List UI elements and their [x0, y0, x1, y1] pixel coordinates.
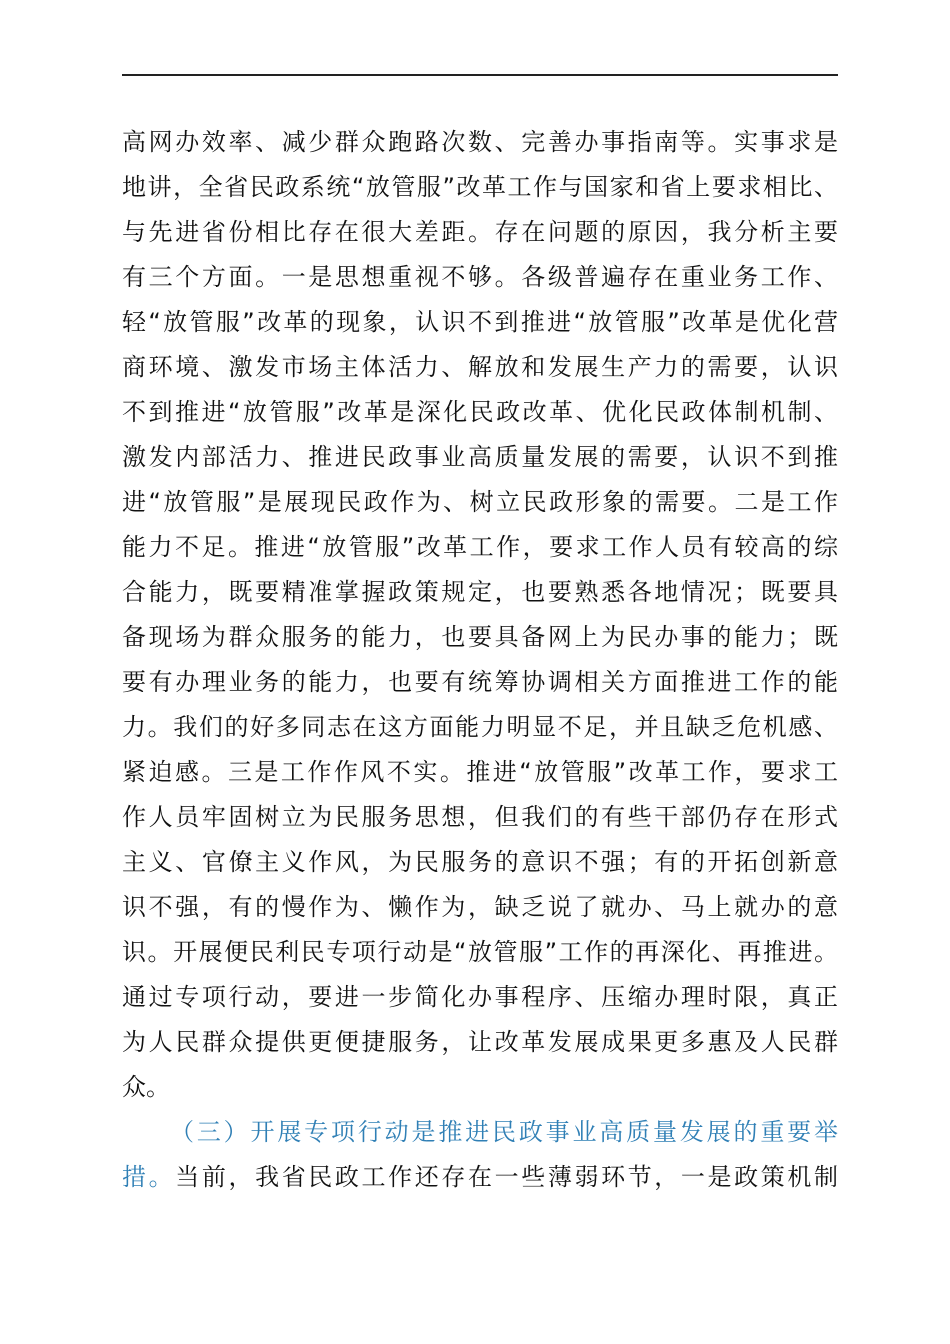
text-line: 紧迫感。三是工作作风不实。推进“放管服”改革工作，要求工: [122, 758, 838, 786]
text-line: 地讲，全省民政系统“放管服”改革工作与国家和省上要求相比、: [122, 173, 838, 201]
text-line: 作人员牢固树立为民服务思想，但我们的有些干部仍存在形式: [122, 803, 838, 831]
text-line: 进“放管服”是展现民政作为、树立民政形象的需要。二是工作: [122, 488, 838, 516]
text-line: 商环境、激发市场主体活力、解放和发展生产力的需要，认识: [122, 353, 838, 381]
text-line: 能力不足。推进“放管服”改革工作，要求工作人员有较高的综: [122, 533, 838, 561]
text-line: 通过专项行动，要进一步简化办事程序、压缩办理时限，真正: [122, 983, 838, 1011]
text-line: 主义、官僚主义作风，为民服务的意识不强；有的开拓创新意: [122, 848, 838, 876]
text-line: 识。开展便民利民专项行动是“放管服”工作的再深化、再推进。: [122, 938, 838, 966]
text-line: 激发内部活力、推进民政事业高质量发展的需要，认识不到推: [122, 443, 838, 471]
body-text: [122, 120, 838, 1200]
text-line: 备现场为群众服务的能力，也要具备网上为民办事的能力；既: [122, 623, 838, 651]
text-line: 轻“放管服”改革的现象，认识不到推进“放管服”改革是优化营: [122, 308, 838, 336]
text-line: 高网办效率、减少群众跑路次数、完善办事指南等。实事求是: [122, 128, 838, 156]
section-heading: （三）开展专项行动是推进民政事业高质量发展的重要举: [170, 1118, 838, 1146]
text-line: 众。: [122, 1073, 170, 1101]
header-rule: [122, 74, 838, 76]
text-line: 不到推进“放管服”改革是深化民政改革、优化民政体制机制、: [122, 398, 838, 426]
text-line: 识不强，有的慢作为、懒作为，缺乏说了就办、马上就办的意: [122, 893, 838, 921]
text-line: 合能力，既要精准掌握政策规定，也要熟悉各地情况；既要具: [122, 578, 838, 606]
text-line: 为人民群众提供更便捷服务，让改革发展成果更多惠及人民群: [122, 1028, 838, 1056]
text-line: 力。我们的好多同志在这方面能力明显不足，并且缺乏危机感、: [122, 713, 838, 741]
section-text: 当前，我省民政工作还存在一些薄弱环节，一是政策机制: [175, 1163, 838, 1191]
text-line: 要有办理业务的能力，也要有统筹协调相关方面推进工作的能: [122, 668, 838, 696]
section-heading-end: 措。: [122, 1163, 176, 1191]
text-line: 有三个方面。一是思想重视不够。各级普遍存在重业务工作、: [122, 263, 838, 291]
text-line: 与先进省份相比存在很大差距。存在问题的原因，我分析主要: [122, 218, 838, 246]
section-paragraph-line: [122, 1155, 838, 1200]
